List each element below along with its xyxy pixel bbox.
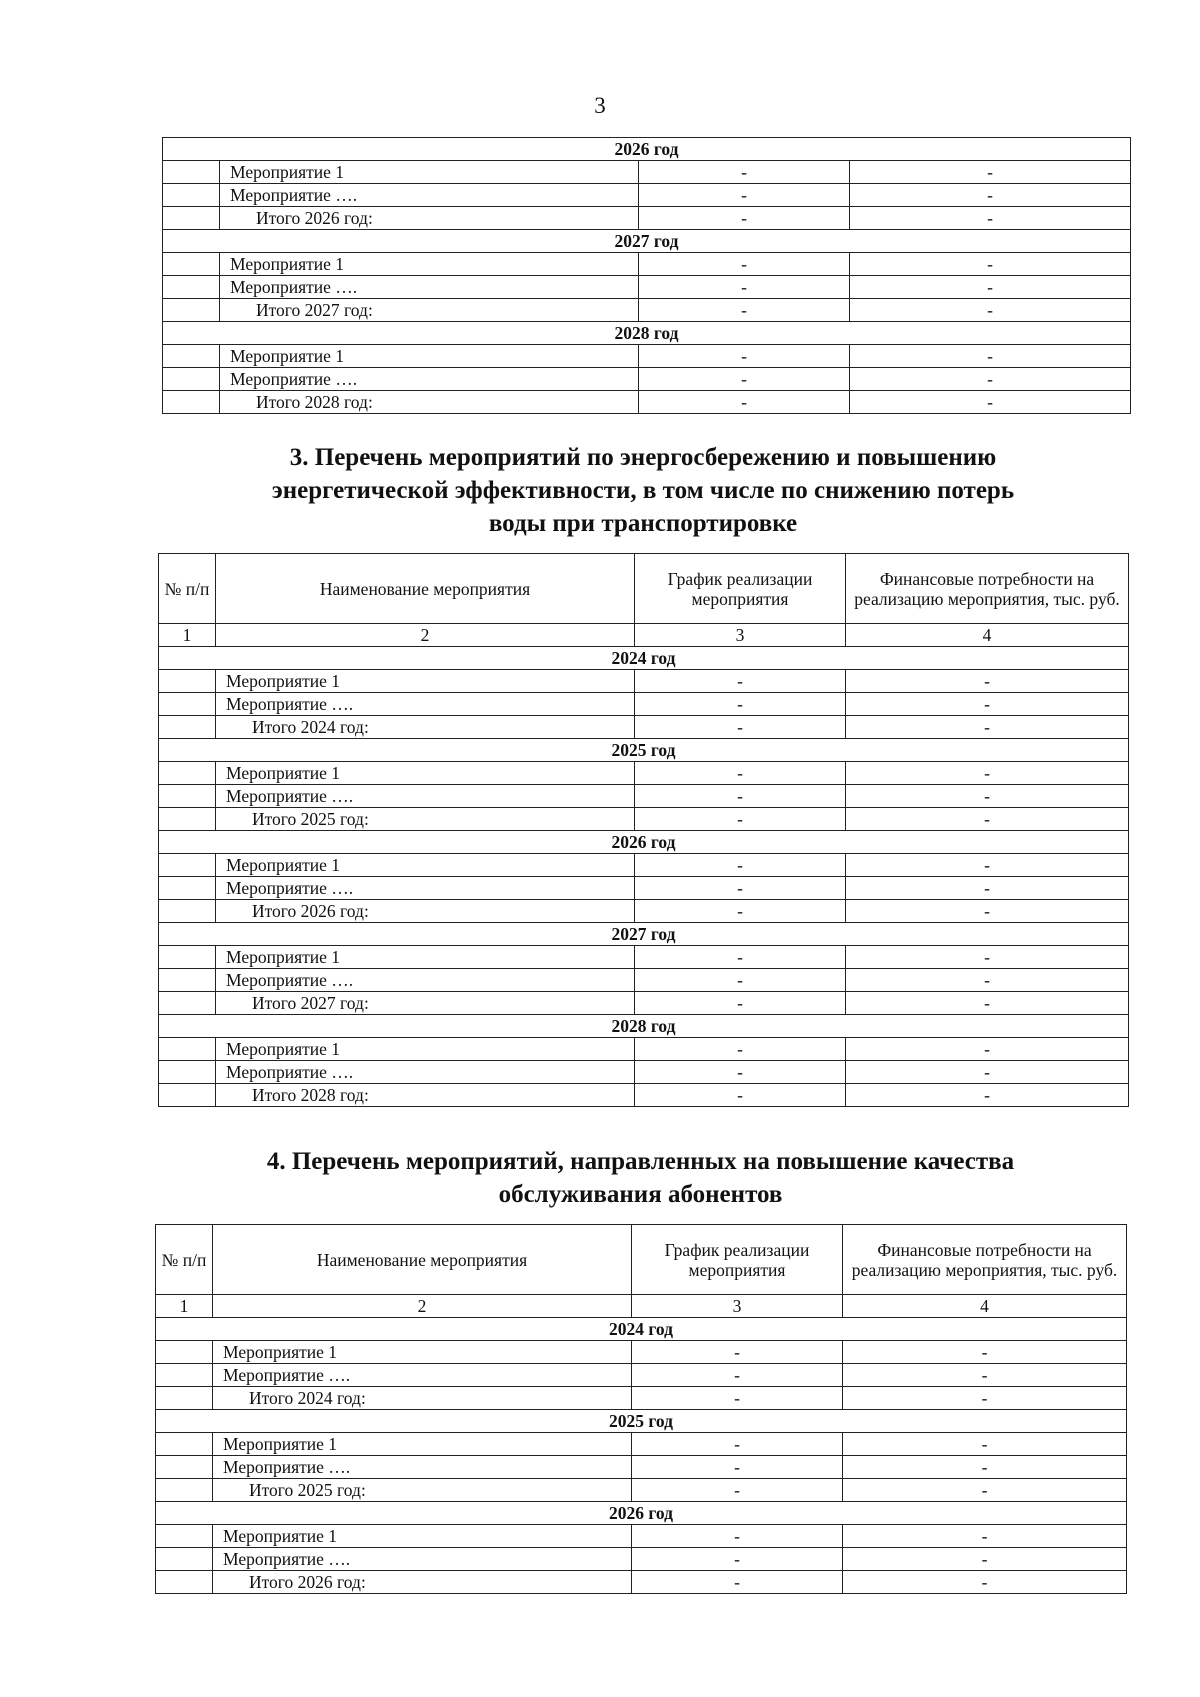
table-header — [156, 1225, 1127, 1318]
schedule-value: - — [635, 693, 846, 716]
table-row — [156, 1433, 1127, 1456]
event-name: Мероприятие …. — [213, 1456, 632, 1479]
total-row — [159, 900, 1129, 923]
schedule-value: - — [632, 1479, 843, 1502]
year-label: 2028 год — [159, 1015, 1129, 1038]
table-row — [159, 946, 1129, 969]
finance-value: - — [850, 391, 1131, 414]
header-finance: Финансовые потребности на реализацию мероприятия, тыс. руб. — [843, 1225, 1127, 1295]
row-number-cell — [159, 900, 216, 923]
table-body — [156, 1318, 1127, 1594]
total-label: Итого 2026 год: — [220, 207, 639, 230]
row-number-cell — [159, 969, 216, 992]
row-number-cell — [159, 1038, 216, 1061]
section-3-heading — [158, 441, 1128, 540]
column-number: 2 — [213, 1295, 632, 1318]
event-name: Мероприятие 1 — [216, 762, 635, 785]
total-row — [159, 808, 1129, 831]
row-number-cell — [156, 1364, 213, 1387]
finance-value: - — [850, 161, 1131, 184]
schedule-value: - — [632, 1548, 843, 1571]
year-label: 2028 год — [163, 322, 1131, 345]
row-number-cell — [156, 1479, 213, 1502]
row-number-cell — [159, 762, 216, 785]
event-name: Мероприятие …. — [220, 184, 639, 207]
header-schedule: График реализации мероприятия — [632, 1225, 843, 1295]
total-label: Итого 2027 год: — [216, 992, 635, 1015]
year-label: 2025 год — [159, 739, 1129, 762]
schedule-value: - — [635, 1038, 846, 1061]
total-row — [156, 1387, 1127, 1410]
event-name: Мероприятие 1 — [216, 670, 635, 693]
schedule-value: - — [639, 368, 850, 391]
schedule-value: - — [632, 1525, 843, 1548]
column-number: 4 — [846, 624, 1129, 647]
schedule-value: - — [635, 762, 846, 785]
schedule-value: - — [639, 207, 850, 230]
table-header — [159, 554, 1129, 647]
schedule-value: - — [639, 276, 850, 299]
table-row — [163, 345, 1131, 368]
schedule-value: - — [635, 1061, 846, 1084]
event-name: Мероприятие 1 — [216, 1038, 635, 1061]
year-row — [159, 1015, 1129, 1038]
row-number-cell — [163, 299, 220, 322]
schedule-value: - — [635, 716, 846, 739]
row-number-cell — [159, 1084, 216, 1107]
year-row — [159, 831, 1129, 854]
total-row — [163, 299, 1131, 322]
event-name: Мероприятие …. — [216, 1061, 635, 1084]
column-number: 1 — [159, 624, 216, 647]
row-number-cell — [159, 785, 216, 808]
total-label: Итого 2025 год: — [216, 808, 635, 831]
event-name: Мероприятие …. — [220, 276, 639, 299]
event-name: Мероприятие 1 — [213, 1341, 632, 1364]
event-name: Мероприятие 1 — [220, 161, 639, 184]
row-number-cell — [159, 1061, 216, 1084]
row-number-cell — [163, 161, 220, 184]
total-label: Итого 2026 год: — [216, 900, 635, 923]
row-number-cell — [163, 276, 220, 299]
total-row — [156, 1571, 1127, 1594]
event-name: Мероприятие 1 — [213, 1433, 632, 1456]
event-name: Мероприятие 1 — [216, 854, 635, 877]
event-name: Мероприятие …. — [216, 693, 635, 716]
year-row — [163, 230, 1131, 253]
finance-value: - — [846, 1061, 1129, 1084]
finance-value: - — [850, 299, 1131, 322]
column-number-row — [159, 624, 1129, 647]
finance-value: - — [843, 1364, 1127, 1387]
page-number: 3 — [594, 93, 606, 118]
year-row — [163, 138, 1131, 161]
finance-value: - — [846, 992, 1129, 1015]
section-4-title-line1: 4. Перечень мероприятий, направленных на повышение качества — [266, 1148, 1015, 1175]
schedule-value: - — [635, 969, 846, 992]
event-name: Мероприятие 1 — [220, 345, 639, 368]
schedule-value: - — [635, 877, 846, 900]
event-name: Мероприятие 1 — [213, 1525, 632, 1548]
header-event-name: Наименование мероприятия — [216, 554, 635, 624]
schedule-value: - — [635, 670, 846, 693]
row-number-cell — [163, 368, 220, 391]
event-name: Мероприятие …. — [216, 785, 635, 808]
row-number-cell — [156, 1341, 213, 1364]
row-number-cell — [159, 716, 216, 739]
finance-value: - — [846, 785, 1129, 808]
finance-value: - — [846, 693, 1129, 716]
finance-value: - — [846, 877, 1129, 900]
header-number: № п/п — [156, 1225, 213, 1295]
section-4-title-line2: обслуживания абонентов — [498, 1181, 783, 1208]
column-number-row — [156, 1295, 1127, 1318]
finance-value: - — [850, 345, 1131, 368]
schedule-value: - — [639, 345, 850, 368]
finance-value: - — [846, 808, 1129, 831]
table-body — [163, 138, 1131, 414]
section-3-title-line2: энергетической эффективности, в том числе по снижению потерь — [271, 477, 1015, 504]
row-number-cell — [159, 670, 216, 693]
column-number: 4 — [843, 1295, 1127, 1318]
year-label: 2026 год — [156, 1502, 1127, 1525]
row-number-cell — [163, 207, 220, 230]
finance-value: - — [846, 900, 1129, 923]
header-finance: Финансовые потребности на реализацию мероприятия, тыс. руб. — [846, 554, 1129, 624]
table-row — [159, 693, 1129, 716]
schedule-value: - — [639, 299, 850, 322]
row-number-cell — [163, 345, 220, 368]
row-number-cell — [156, 1456, 213, 1479]
year-label: 2024 год — [156, 1318, 1127, 1341]
table-row — [159, 670, 1129, 693]
total-row — [159, 1084, 1129, 1107]
schedule-value: - — [635, 808, 846, 831]
schedule-value: - — [635, 900, 846, 923]
year-row — [159, 647, 1129, 670]
year-label: 2026 год — [163, 138, 1131, 161]
table-row — [156, 1525, 1127, 1548]
year-row — [156, 1318, 1127, 1341]
total-row — [163, 391, 1131, 414]
schedule-value: - — [639, 161, 850, 184]
row-number-cell — [156, 1433, 213, 1456]
finance-value: - — [846, 762, 1129, 785]
year-label: 2024 год — [159, 647, 1129, 670]
schedule-value: - — [635, 785, 846, 808]
header-schedule: График реализации мероприятия — [635, 554, 846, 624]
schedule-value: - — [632, 1433, 843, 1456]
finance-value: - — [850, 207, 1131, 230]
finance-value: - — [843, 1548, 1127, 1571]
section-3-title-line3: воды при транспортировке — [488, 510, 798, 537]
schedule-value: - — [639, 253, 850, 276]
year-row — [156, 1410, 1127, 1433]
energy-saving-table — [158, 553, 1129, 1107]
row-number-cell — [156, 1548, 213, 1571]
finance-value: - — [846, 670, 1129, 693]
row-number-cell — [156, 1387, 213, 1410]
table-row — [163, 276, 1131, 299]
total-label: Итого 2027 год: — [220, 299, 639, 322]
finance-value: - — [843, 1525, 1127, 1548]
finance-value: - — [850, 253, 1131, 276]
finance-value: - — [843, 1433, 1127, 1456]
event-name: Мероприятие 1 — [216, 946, 635, 969]
year-label: 2025 год — [156, 1410, 1127, 1433]
schedule-value: - — [635, 946, 846, 969]
schedule-value: - — [639, 391, 850, 414]
row-number-cell — [159, 946, 216, 969]
table-row — [156, 1456, 1127, 1479]
total-label: Итого 2028 год: — [216, 1084, 635, 1107]
table-row — [163, 184, 1131, 207]
finance-value: - — [846, 1084, 1129, 1107]
total-row — [159, 992, 1129, 1015]
schedule-value: - — [632, 1364, 843, 1387]
table-row — [159, 877, 1129, 900]
total-row — [159, 716, 1129, 739]
year-label: 2026 год — [159, 831, 1129, 854]
total-row — [156, 1479, 1127, 1502]
table-row — [159, 785, 1129, 808]
column-number: 2 — [216, 624, 635, 647]
events-table-continued — [162, 137, 1131, 414]
schedule-value: - — [632, 1341, 843, 1364]
table-row — [156, 1548, 1127, 1571]
row-number-cell — [159, 808, 216, 831]
row-number-cell — [159, 693, 216, 716]
header-row — [156, 1225, 1127, 1295]
table-row — [159, 1061, 1129, 1084]
year-row — [163, 322, 1131, 345]
year-row — [159, 923, 1129, 946]
section-4-heading — [155, 1145, 1126, 1211]
table-row — [159, 969, 1129, 992]
table-row — [163, 253, 1131, 276]
total-label: Итого 2025 год: — [213, 1479, 632, 1502]
row-number-cell — [156, 1525, 213, 1548]
event-name: Мероприятие …. — [216, 877, 635, 900]
event-name: Мероприятие 1 — [220, 253, 639, 276]
year-row — [159, 739, 1129, 762]
year-label: 2027 год — [159, 923, 1129, 946]
table-row — [163, 161, 1131, 184]
finance-value: - — [843, 1387, 1127, 1410]
table-row — [159, 1038, 1129, 1061]
finance-value: - — [843, 1456, 1127, 1479]
total-label: Итого 2026 год: — [213, 1571, 632, 1594]
column-number: 1 — [156, 1295, 213, 1318]
section-3-title-line1: 3. Перечень мероприятий по энергосбережению и повышению — [289, 444, 997, 471]
event-name: Мероприятие …. — [213, 1548, 632, 1571]
finance-value: - — [846, 716, 1129, 739]
finance-value: - — [846, 854, 1129, 877]
schedule-value: - — [635, 854, 846, 877]
header-event-name: Наименование мероприятия — [213, 1225, 632, 1295]
total-row — [163, 207, 1131, 230]
total-label: Итого 2028 год: — [220, 391, 639, 414]
finance-value: - — [850, 276, 1131, 299]
table-row — [163, 368, 1131, 391]
finance-value: - — [850, 368, 1131, 391]
header-number: № п/п — [159, 554, 216, 624]
finance-value: - — [846, 1038, 1129, 1061]
event-name: Мероприятие …. — [220, 368, 639, 391]
table-row — [159, 854, 1129, 877]
event-name: Мероприятие …. — [213, 1364, 632, 1387]
row-number-cell — [163, 391, 220, 414]
finance-value: - — [843, 1571, 1127, 1594]
table-row — [156, 1341, 1127, 1364]
row-number-cell — [156, 1571, 213, 1594]
year-row — [156, 1502, 1127, 1525]
column-number: 3 — [635, 624, 846, 647]
year-label: 2027 год — [163, 230, 1131, 253]
finance-value: - — [843, 1479, 1127, 1502]
row-number-cell — [159, 992, 216, 1015]
table-body — [159, 647, 1129, 1107]
finance-value: - — [843, 1341, 1127, 1364]
finance-value: - — [846, 969, 1129, 992]
column-number: 3 — [632, 1295, 843, 1318]
finance-value: - — [850, 184, 1131, 207]
total-label: Итого 2024 год: — [213, 1387, 632, 1410]
service-quality-table — [155, 1224, 1127, 1594]
finance-value: - — [846, 946, 1129, 969]
schedule-value: - — [632, 1456, 843, 1479]
row-number-cell — [163, 253, 220, 276]
schedule-value: - — [635, 992, 846, 1015]
row-number-cell — [163, 184, 220, 207]
total-label: Итого 2024 год: — [216, 716, 635, 739]
event-name: Мероприятие …. — [216, 969, 635, 992]
row-number-cell — [159, 877, 216, 900]
schedule-value: - — [632, 1571, 843, 1594]
table-row — [159, 762, 1129, 785]
schedule-value: - — [639, 184, 850, 207]
header-row — [159, 554, 1129, 624]
row-number-cell — [159, 854, 216, 877]
schedule-value: - — [632, 1387, 843, 1410]
table-row — [156, 1364, 1127, 1387]
schedule-value: - — [635, 1084, 846, 1107]
